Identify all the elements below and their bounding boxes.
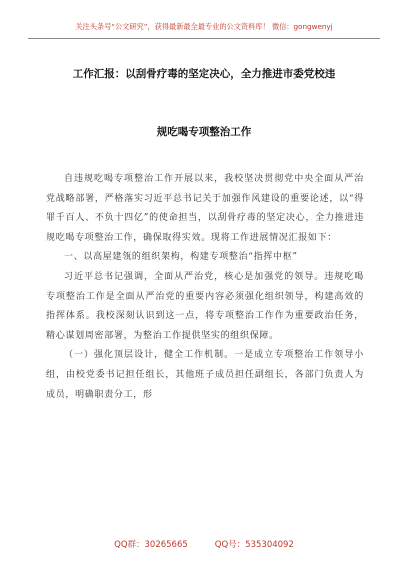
paragraph-section-1: 习近平总书记强调，全面从严治党，核心是加强党的领导。违规吃喝专项整治工作是全面从严治党的重要内容必须强化组织领导，构建高效的指挥体系。我校深刻认识到这一点，将专项整治工作作为重要政治任务，精心谋划周密部署，为整治工作提供坚实的组织保障。 [46, 271, 364, 341]
document-body [46, 170, 364, 405]
header-divider [28, 38, 380, 39]
header-notice: 关注头条号“公文研究”，获得最新最全最专业的公文资料库！ 微信：gongwenyj [75, 22, 333, 31]
document-title-line-1: 工作汇报：以刮骨疗毒的坚定决心，全力推进市委党校违 [72, 68, 336, 80]
document-title-line-2: 规吃喝专项整治工作 [156, 126, 252, 138]
paragraph-subsection-1: （一）强化顶层设计，健全工作机制。一是成立专项整治工作领导小组，由校党委书记担任组长，其他班子成员担任副组长，各部门负责人为成员，明确职责分工，形 [46, 350, 364, 400]
footer-contact: QQ群：30265665 QQ号：535304092 [114, 540, 294, 550]
paragraph-intro: 自违规吃喝专项整治工作开展以来，我校坚决贯彻党中央全面从严治党战略部署，严格落实习近平总书记关于加强作风建设的重要论述，以“得罪千百人、不负十四亿”的使命担当，以刮骨疗毒的坚定决心，全力推进违规吃喝专项整治工作，确保取得实效。现将工作进展情况汇报如下： [46, 174, 364, 243]
section-heading-1: 一、以高屋建瓴的组织架构，构建专项整治“指挥中枢” [64, 252, 298, 263]
